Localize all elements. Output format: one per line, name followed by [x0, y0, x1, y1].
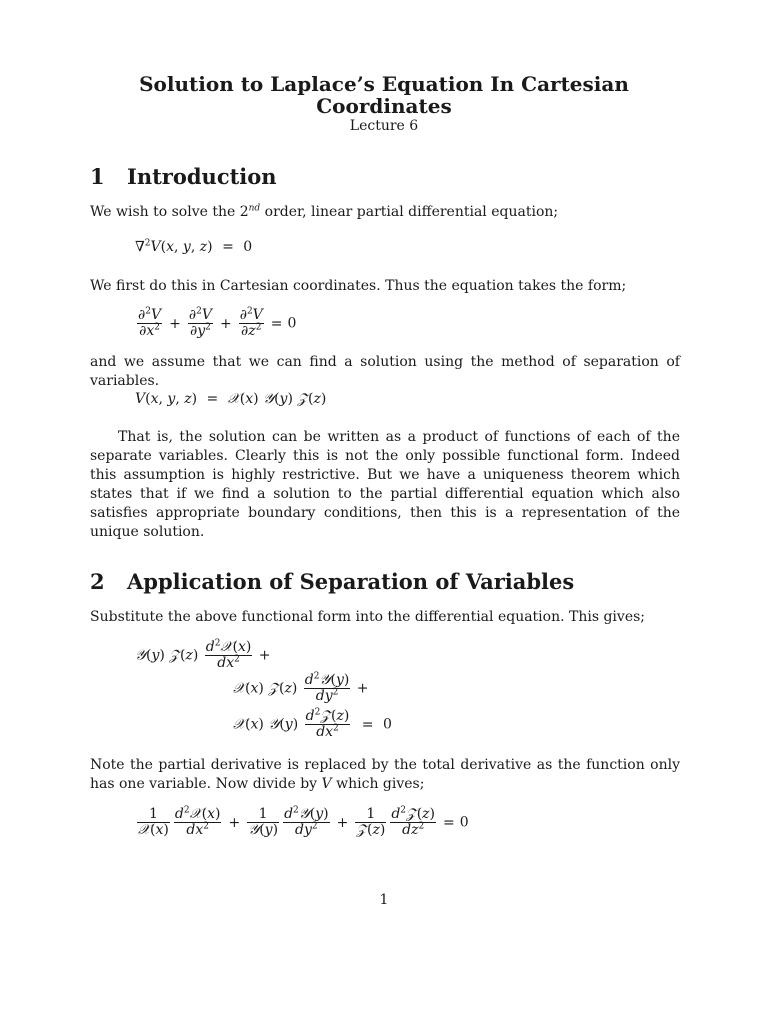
equation-divided: $\frac{1}{\text{𝒳(x)}}$ $\frac{d^2𝒳(x)}{dx^2}$ + $\frac{1}{\text{𝒴(y)}}$ $\frac{d^2𝒴(y)}{dy^2}$ + $\frac{1}{\text{𝒵(z)}}$ $\frac{d^2𝒵(z)}{dz^2}$ = 0: [138, 805, 469, 838]
equation-separation-form: V(x, y, z) = 𝒳(x) 𝒴(y) 𝒵(z): [135, 391, 327, 407]
title-line-1: Solution to Laplace’s Equation In Cartesian: [139, 72, 629, 96]
paragraph-intro-4: That is, the solution can be written as a product of functions of each of the separate variables. Clearly this is not the only possible functional form. Indeed this assumption is highly restrictive. But we have a uniqueness theorem which states that if we find a solution to the partial differential equation which also satisfies appropriate boundary conditions, then this is a representation of the unique solution.: [90, 429, 680, 540]
document-title: [90, 73, 678, 117]
page-number: 1: [379, 892, 389, 908]
section-heading-separation: [90, 569, 574, 594]
paragraph-intro-2: We first do this in Cartesian coordinates. Thus the equation takes the form;: [90, 278, 627, 294]
paragraph-intro-3: and we assume that we can find a solution using the method of separation of variables.: [90, 354, 680, 389]
section-title: Introduction: [127, 164, 277, 189]
equation-substituted-line-2: 𝒳(x) 𝒵(z) $\frac{d^2𝒴(y)}{dy^2}$ +: [233, 671, 369, 704]
section-number: 2: [90, 569, 105, 594]
equation-laplace: ∇$^2$V(x, y, z) = 0: [135, 238, 253, 255]
lecture-subtitle: Lecture 6: [349, 118, 419, 134]
equation-cartesian-laplace: $\frac{\partial^2V}{\partial x^2}$ + $\frac{\partial^2V}{\partial y^2}$ + $\frac{\partial^2V}{\partial z^2}$ = 0: [138, 306, 297, 339]
paragraph-separation-2: Note the partial derivative is replaced by the total derivative as the function only has one variable. Now divide by V which gives;: [90, 757, 680, 792]
title-line-2: Coordinates: [316, 94, 452, 118]
section-number: 1: [90, 164, 105, 189]
section-heading-introduction: [90, 164, 277, 189]
paragraph-intro-1: We wish to solve the 2nd order, linear partial differential equation;: [90, 203, 559, 220]
section-title: Application of Separation of Variables: [127, 569, 575, 594]
paragraph-separation-1: Substitute the above functional form into the differential equation. This gives;: [90, 609, 646, 625]
equation-substituted-line-3: 𝒳(x) 𝒴(y) $\frac{d^2𝒵(z)}{dx^2}$ = 0: [233, 707, 392, 740]
equation-substituted-line-1: 𝒴(y) 𝒵(z) $\frac{d^2𝒳(x)}{dx^2}$ +: [135, 638, 271, 671]
